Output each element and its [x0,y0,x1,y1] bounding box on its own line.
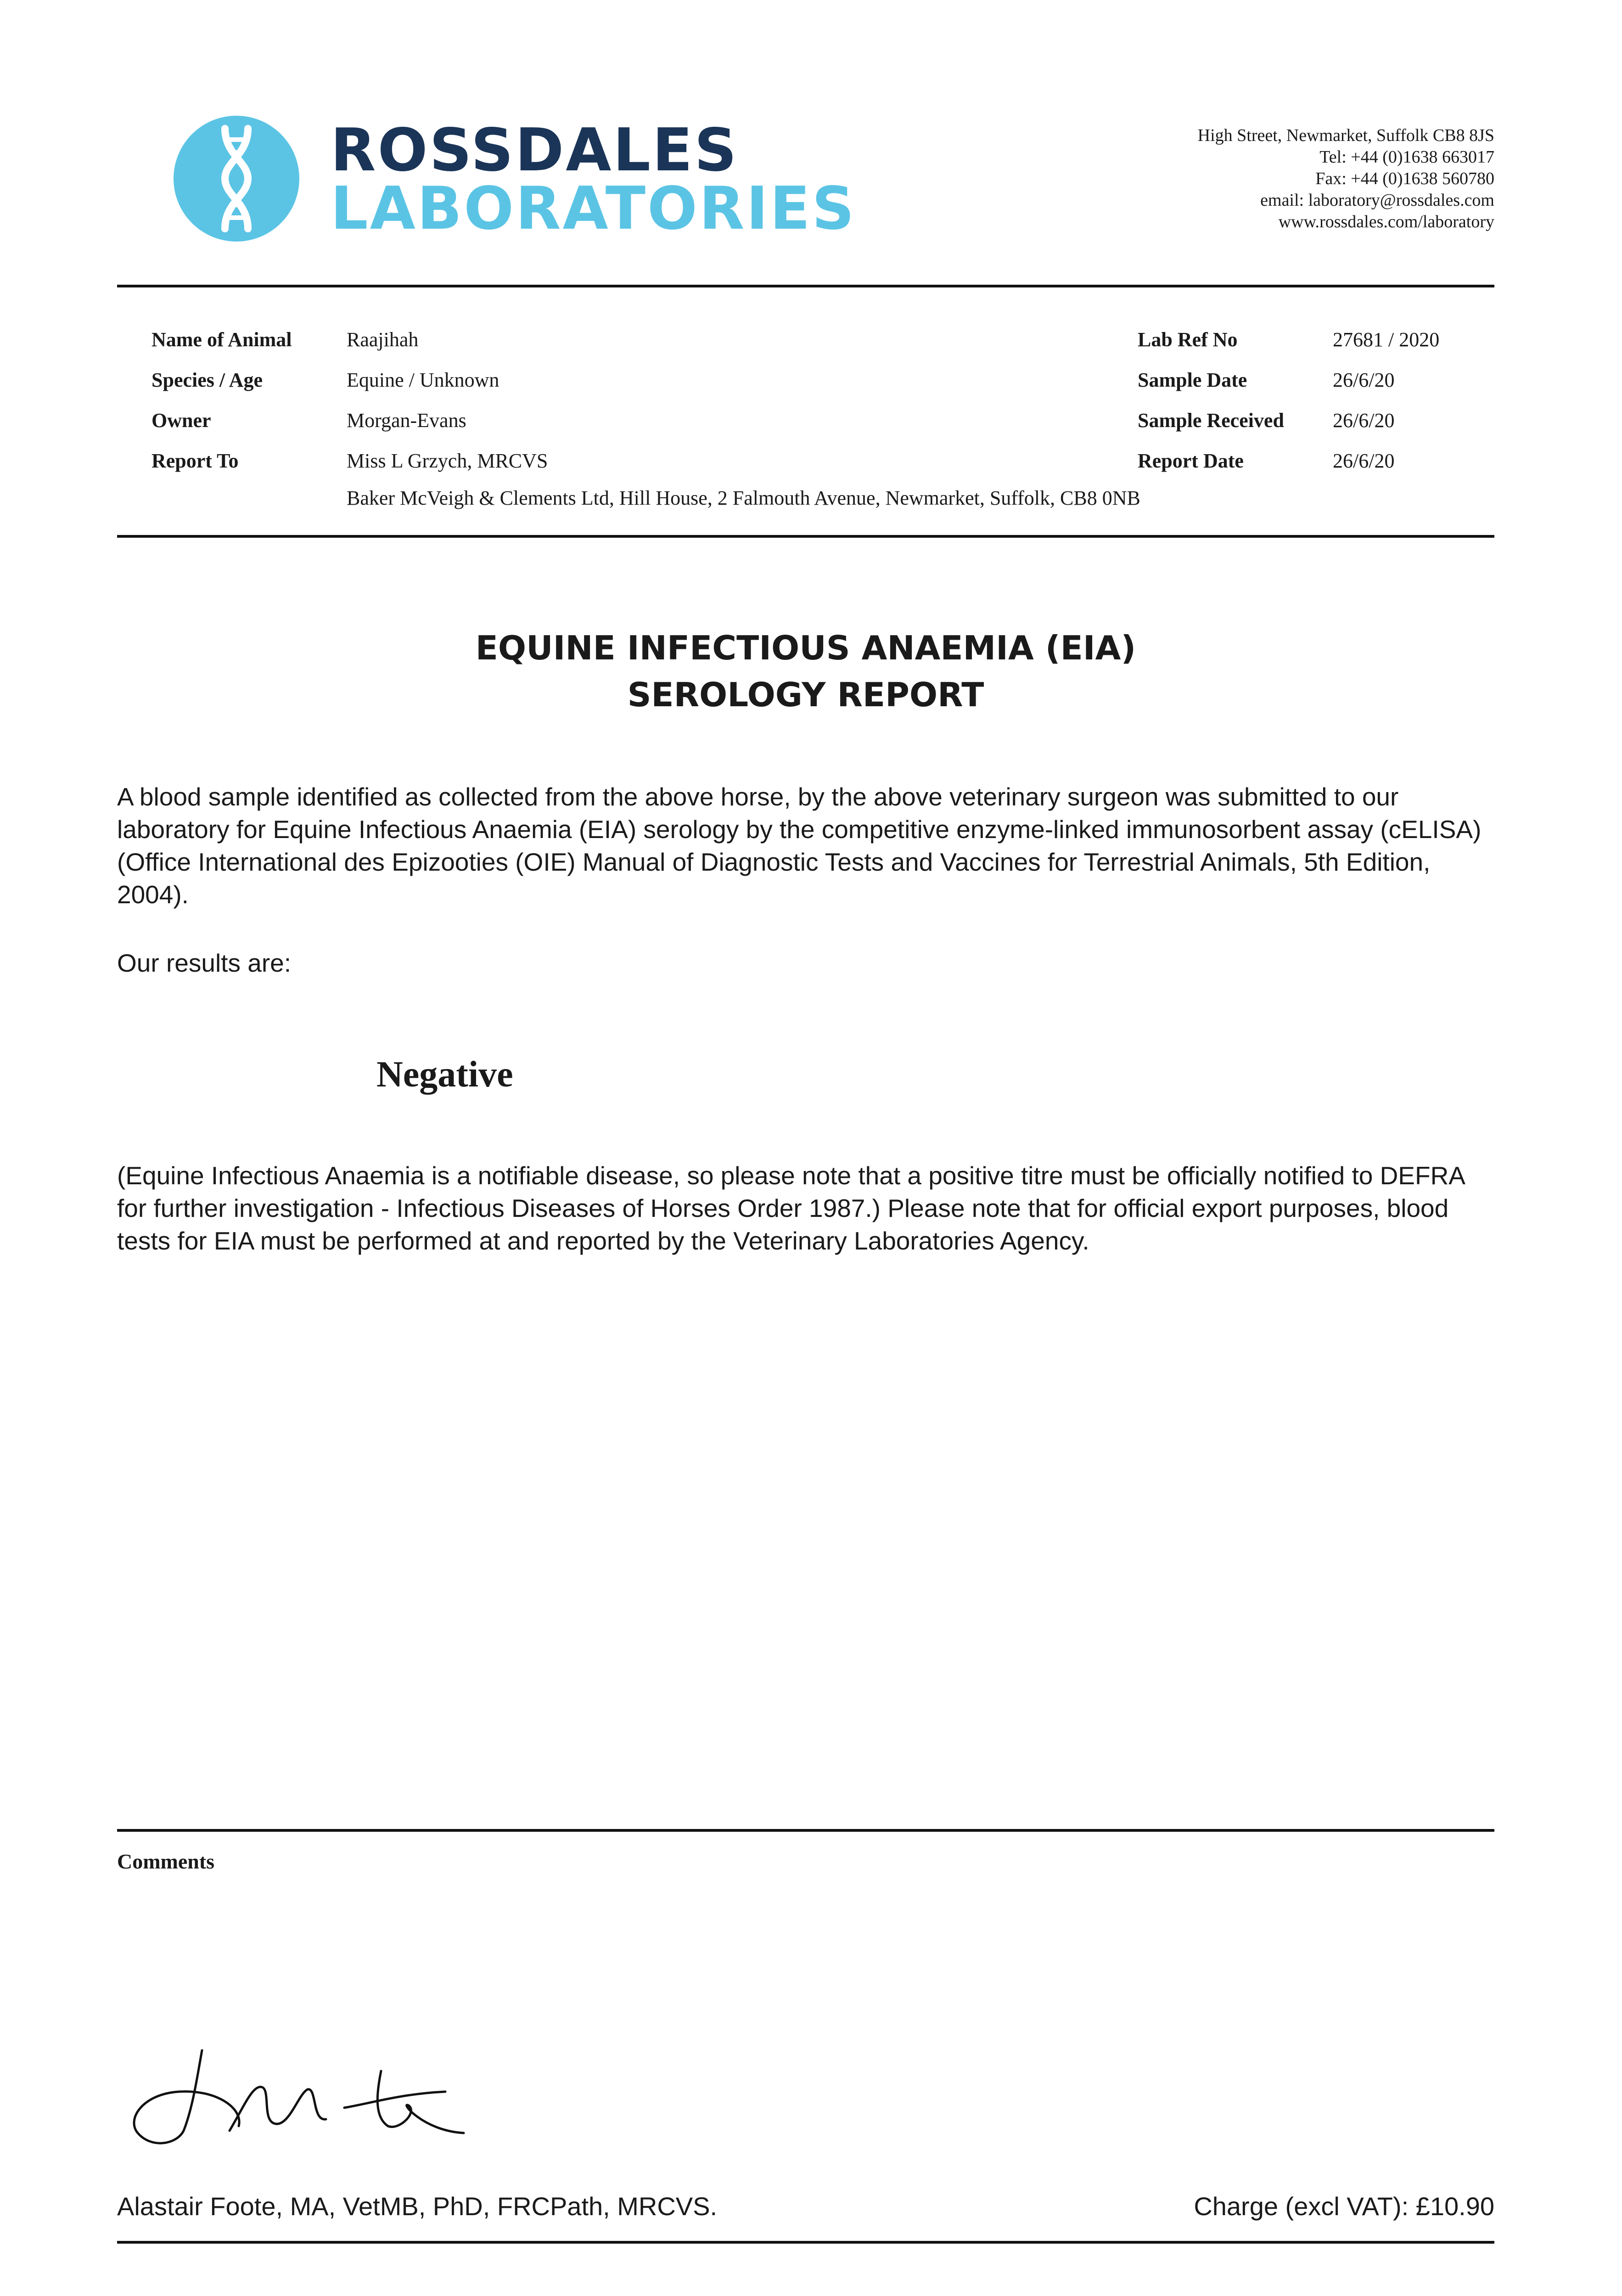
address-email[interactable]: email: laboratory@rossdales.com [1260,191,1494,210]
name-of-animal-label: Name of Animal [152,328,292,351]
sample-received-value: 26/6/20 [1333,409,1395,432]
report-title-line1: EQUINE INFECTIOUS ANAEMIA (EIA) [475,629,1136,667]
lab-ref-label: Lab Ref No [1138,328,1238,351]
report-to-value: Miss L Grzych, MRCVS [347,450,548,472]
comments-label: Comments [117,1850,215,1873]
name-of-animal-value: Raajihah [347,328,419,351]
signatory-name: Alastair Foote, MA, VetMB, PhD, FRCPath, MRCVS. [117,2192,718,2221]
address-street: High Street, Newmarket, Suffolk CB8 8JS [1197,126,1494,145]
divider-details [117,535,1494,538]
report-date-label: Report Date [1138,450,1244,472]
sample-date-label: Sample Date [1138,369,1247,391]
notifiable-note: (Equine Infectious Anaemia is a notifiable disease, so please note that a positive titre must be officially notified to DEFRA for further investigation - Infectious Diseases of Horses Order 1987.) Please note that for official export purposes, blood tests for EIA must be performed at and reported by the Veterinary Laboratories Agency. [117,1161,1464,1255]
address-web[interactable]: www.rossdales.com/laboratory [1278,212,1494,231]
address-fax: Fax: +44 (0)1638 560780 [1315,169,1494,188]
intro-paragraph: A blood sample identified as collected from the above horse, by the above veterinary surgeon was submitted to our laboratory for Equine Infectious Anaemia (EIA) serology by the competitive enzyme-linked immunosorbent assay (cELISA) (Office International des Epizooties (OIE) Manual of Diagnostic Tests and Vaccines for Terrestrial Animals, 5th Edition, 2004). [117,782,1482,909]
owner-label: Owner [152,409,211,432]
divider-top [117,285,1494,287]
report-to-label: Report To [152,450,239,472]
results-lead: Our results are: [117,949,292,977]
brand-name-line1: ROSSDALES [331,116,739,185]
report-date-value: 26/6/20 [1333,450,1395,472]
divider-bottom [117,2241,1494,2244]
report-title-line2: SEROLOGY REPORT [627,675,984,714]
report-title [117,625,1494,718]
species-age-value: Equine / Unknown [347,369,500,391]
brand-name-line2: LABORATORIES [331,174,856,243]
sample-received-label: Sample Received [1138,409,1284,432]
report-to-address: Baker McVeigh & Clements Ltd, Hill House, 2 Falmouth Avenue, Newmarket, Suffolk, CB8 0NB [347,487,1140,509]
lab-ref-value: 27681 / 2020 [1333,328,1440,351]
dna-helix-icon [174,116,299,242]
sample-date-value: 26/6/20 [1333,369,1395,391]
lab-address [1198,125,1494,233]
charge-amount: Charge (excl VAT): £10.90 [1194,2192,1494,2221]
signature-icon [124,2039,473,2158]
address-tel: Tel: +44 (0)1638 663017 [1319,147,1494,167]
result-value: Negative [376,1054,513,1095]
divider-comments [117,1829,1494,1832]
species-age-label: Species / Age [152,369,263,391]
owner-value: Morgan-Evans [347,409,466,432]
